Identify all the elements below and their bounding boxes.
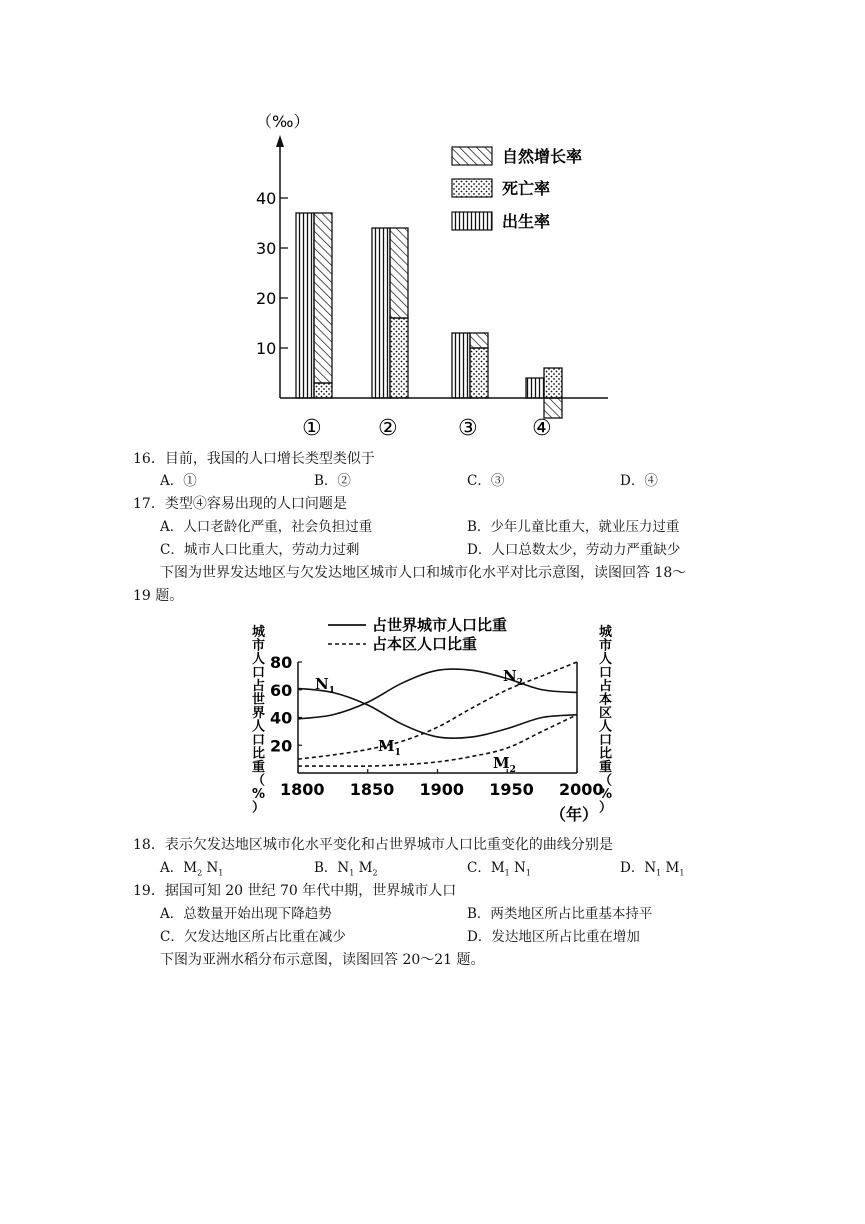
x-tick-label: 1900 [419, 780, 465, 799]
legend-label-birth-rate: 出生率 [502, 212, 551, 231]
y-axis-arrow [276, 135, 284, 147]
q16-option-a[interactable]: A．① [160, 473, 197, 489]
y-tick-label: 30 [256, 239, 277, 258]
bar-death-rate [470, 348, 488, 398]
legend-swatch-natural-growth [452, 147, 492, 165]
q17-option-c[interactable]: C．城市人口比重大，劳动力过剩 [160, 542, 360, 558]
right-axis-char: 本 [599, 692, 613, 708]
right-axis-char: 比 [599, 746, 613, 762]
right-axis-char: 市 [599, 638, 613, 654]
q18-option-d[interactable]: D．$N_1$ $M_1$ [620, 860, 685, 878]
right-axis-char: 区 [599, 706, 613, 721]
curve-label-m1: $M_1$ [378, 737, 401, 758]
y-tick-label: 20 [256, 289, 277, 308]
legend-label-solid: 占世界城市人口比重 [372, 616, 508, 634]
legend-swatch-death-rate [452, 179, 492, 197]
left-axis-char: 重 [252, 760, 266, 775]
x-tick-label: 1800 [280, 780, 325, 799]
right-axis-char: ） [599, 800, 613, 816]
x-tick-label: 1950 [489, 780, 534, 799]
bar-birth-rate [296, 213, 314, 398]
q16-option-d[interactable]: D．④ [620, 473, 658, 489]
bar-death-rate [390, 318, 408, 398]
y-tick-label: 40 [270, 708, 293, 728]
category-label: ① [302, 416, 322, 441]
y-tick-label: 10 [256, 339, 277, 358]
left-axis-char: 口 [252, 733, 266, 748]
question-19-stem: 19．据国可知 20 世纪 70 年代中期，世界城市人口 [133, 883, 457, 899]
q16-option-c[interactable]: C．③ [467, 473, 505, 489]
category-label: ③ [458, 416, 478, 441]
q17-option-b[interactable]: B．少年儿童比重大，就业压力过重 [467, 519, 680, 535]
left-axis-char: % [252, 787, 266, 802]
q17-option-d[interactable]: D．人口总数太少，劳动力严重缺少 [467, 542, 681, 558]
q16-option-b[interactable]: B．② [314, 473, 351, 489]
left-axis-char: 世 [252, 692, 266, 708]
series-line-m2 [298, 715, 577, 766]
intro-18-19-line2: 19 题。 [133, 588, 184, 604]
urbanization-line-chart [240, 610, 630, 830]
right-axis-char: （ [599, 773, 613, 789]
left-axis-char: ） [252, 800, 266, 816]
legend-label-dashed: 占本区人口比重 [372, 635, 478, 653]
x-unit-label: （年） [550, 805, 599, 824]
question-16-stem: 16．目前，我国的人口增长类型类似于 [133, 451, 375, 467]
q18-option-b[interactable]: B．$N_1$ $M_2$ [314, 860, 378, 878]
right-axis-char: 口 [599, 665, 613, 681]
q17-option-a[interactable]: A．人口老龄化严重，社会负担过重 [160, 519, 373, 535]
category-label: ② [378, 416, 398, 441]
bar-birth-rate [526, 378, 544, 398]
population-growth-bar-chart [230, 105, 620, 445]
left-axis-char: 界 [252, 706, 266, 721]
left-axis-char: 人 [252, 652, 266, 667]
right-axis-char: 城 [599, 625, 613, 640]
right-axis-char: 人 [599, 719, 613, 735]
right-axis-char: 重 [599, 760, 613, 775]
legend-label-death-rate: 死亡率 [502, 179, 551, 198]
legend-swatch-birth-rate [452, 212, 492, 230]
bar-natural-growth [314, 213, 332, 383]
right-axis-char: % [599, 787, 613, 802]
left-axis-char: 市 [252, 638, 266, 654]
y-tick-label: 80 [270, 653, 293, 672]
curve-label-m2: $M_2$ [493, 754, 516, 775]
category-label: ④ [532, 416, 552, 441]
left-axis-char: 口 [252, 665, 266, 681]
right-axis-char: 人 [599, 652, 613, 667]
left-axis-label [252, 625, 266, 816]
bar-natural-growth [390, 228, 408, 318]
bar-natural-growth [470, 333, 488, 348]
y-unit-label: （‰） [256, 112, 310, 131]
q19-option-b[interactable]: B．两类地区所占比重基本持平 [467, 906, 653, 922]
question-17-stem: 17．类型④容易出现的人口问题是 [133, 496, 347, 512]
q19-option-c[interactable]: C．欠发达地区所占比重在减少 [160, 929, 346, 945]
bar-birth-rate [452, 333, 470, 398]
left-axis-char: 城 [252, 625, 266, 640]
x-tick-label: 2000 [559, 780, 604, 799]
q19-option-a[interactable]: A．总数量开始出现下降趋势 [160, 906, 332, 922]
y-tick-label: 60 [270, 680, 293, 700]
right-axis-char: 占 [599, 679, 613, 694]
series-line-m1 [298, 662, 577, 759]
question-18-stem: 18．表示欠发达地区城市化水平变化和占世界城市人口比重变化的曲线分别是 [133, 837, 613, 853]
left-axis-char: 比 [252, 746, 266, 762]
intro-18-19-line1: 下图为世界发达地区与欠发达地区城市人口和城市化水平对比示意图，读图回答 18～ [160, 565, 687, 581]
left-axis-char: 占 [252, 679, 266, 694]
left-axis-char: （ [252, 773, 266, 789]
q19-option-d[interactable]: D．发达地区所占比重在增加 [467, 929, 640, 945]
legend-label-natural-growth: 自然增长率 [502, 147, 583, 166]
bar-death-rate [314, 383, 332, 398]
y-tick-label: 20 [270, 736, 293, 756]
bar-birth-rate [372, 228, 390, 398]
left-axis-char: 人 [252, 719, 266, 735]
intro-20-21: 下图为亚洲水稻分布示意图，读图回答 20～21 题。 [160, 952, 485, 968]
x-tick-label: 1850 [349, 780, 395, 799]
q18-option-c[interactable]: C．$M_1$ $N_1$ [467, 860, 531, 878]
bar-death-rate [544, 368, 562, 398]
q18-option-a[interactable]: A．$M_2$ $N_1$ [160, 860, 224, 878]
bar-natural-growth [544, 398, 562, 418]
right-axis-char: 口 [599, 733, 613, 748]
y-tick-label: 40 [256, 189, 277, 208]
curve-label-n2: $N_2$ [503, 667, 523, 688]
curve-label-n1: $N_1$ [315, 675, 335, 696]
